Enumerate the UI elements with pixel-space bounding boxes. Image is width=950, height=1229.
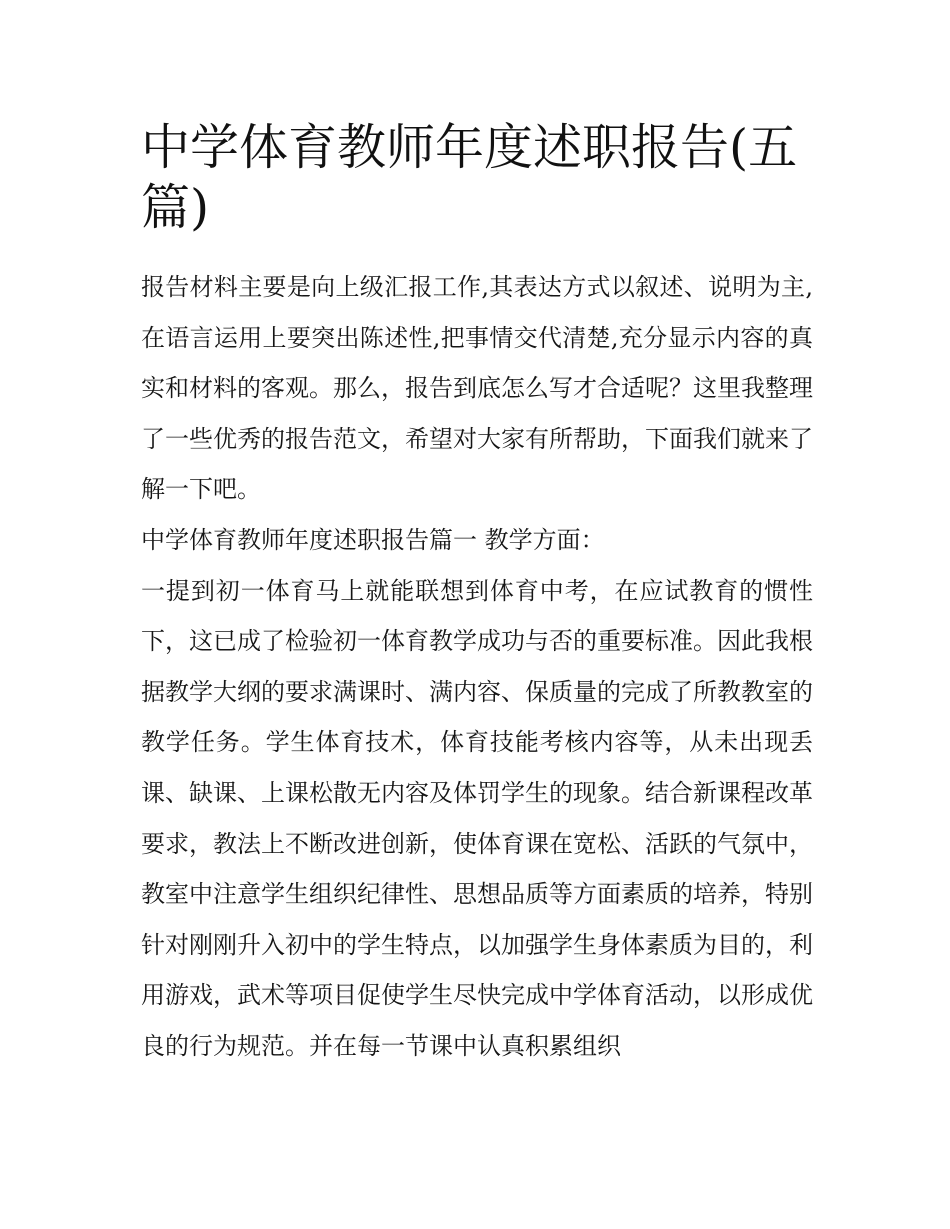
section-heading: 中学体育教师年度述职报告篇一 教学方面： — [141, 525, 605, 554]
document-content — [141, 118, 813, 1072]
body-paragraph: 一提到初一体育马上就能联想到体育中考，在应试教育的惯性下，这已成了检验初一体育教学成功与否的重要标准。因此我根据教学大纲的要求满课时、满内容、保质量的完成了所教教室的教学任务。学生体育技术，体育技能考核内容等，从未出现丢课、缺课、上课松散无内容及体罚学生的现象。结合新课程改革要求，教法上不断改进创新，使体育课在宽松、活跃的气氛中，教室中注意学生组织纪律性、思想品质等方面素质的培养，特别针对刚刚升入初中的学生特点，以加强学生身体素质为目的，利用游戏，武术等项目促使学生尽快完成中学体育活动，以形成优良的行为规范。并在每一节课中认真积累组织 — [141, 576, 813, 1060]
document-title: 中学体育教师年度述职报告(五篇) — [141, 119, 798, 236]
intro-paragraph: 报告材料主要是向上级汇报工作,其表达方式以叙述、说明为主,在语言运用上要突出陈述性,把事情交代清楚,充分显示内容的真实和材料的客观。那么，报告到底怎么写才合适呢？这里我整理了一些优秀的报告范文，希望对大家有所帮助，下面我们就来了解一下吧。 — [141, 273, 813, 504]
